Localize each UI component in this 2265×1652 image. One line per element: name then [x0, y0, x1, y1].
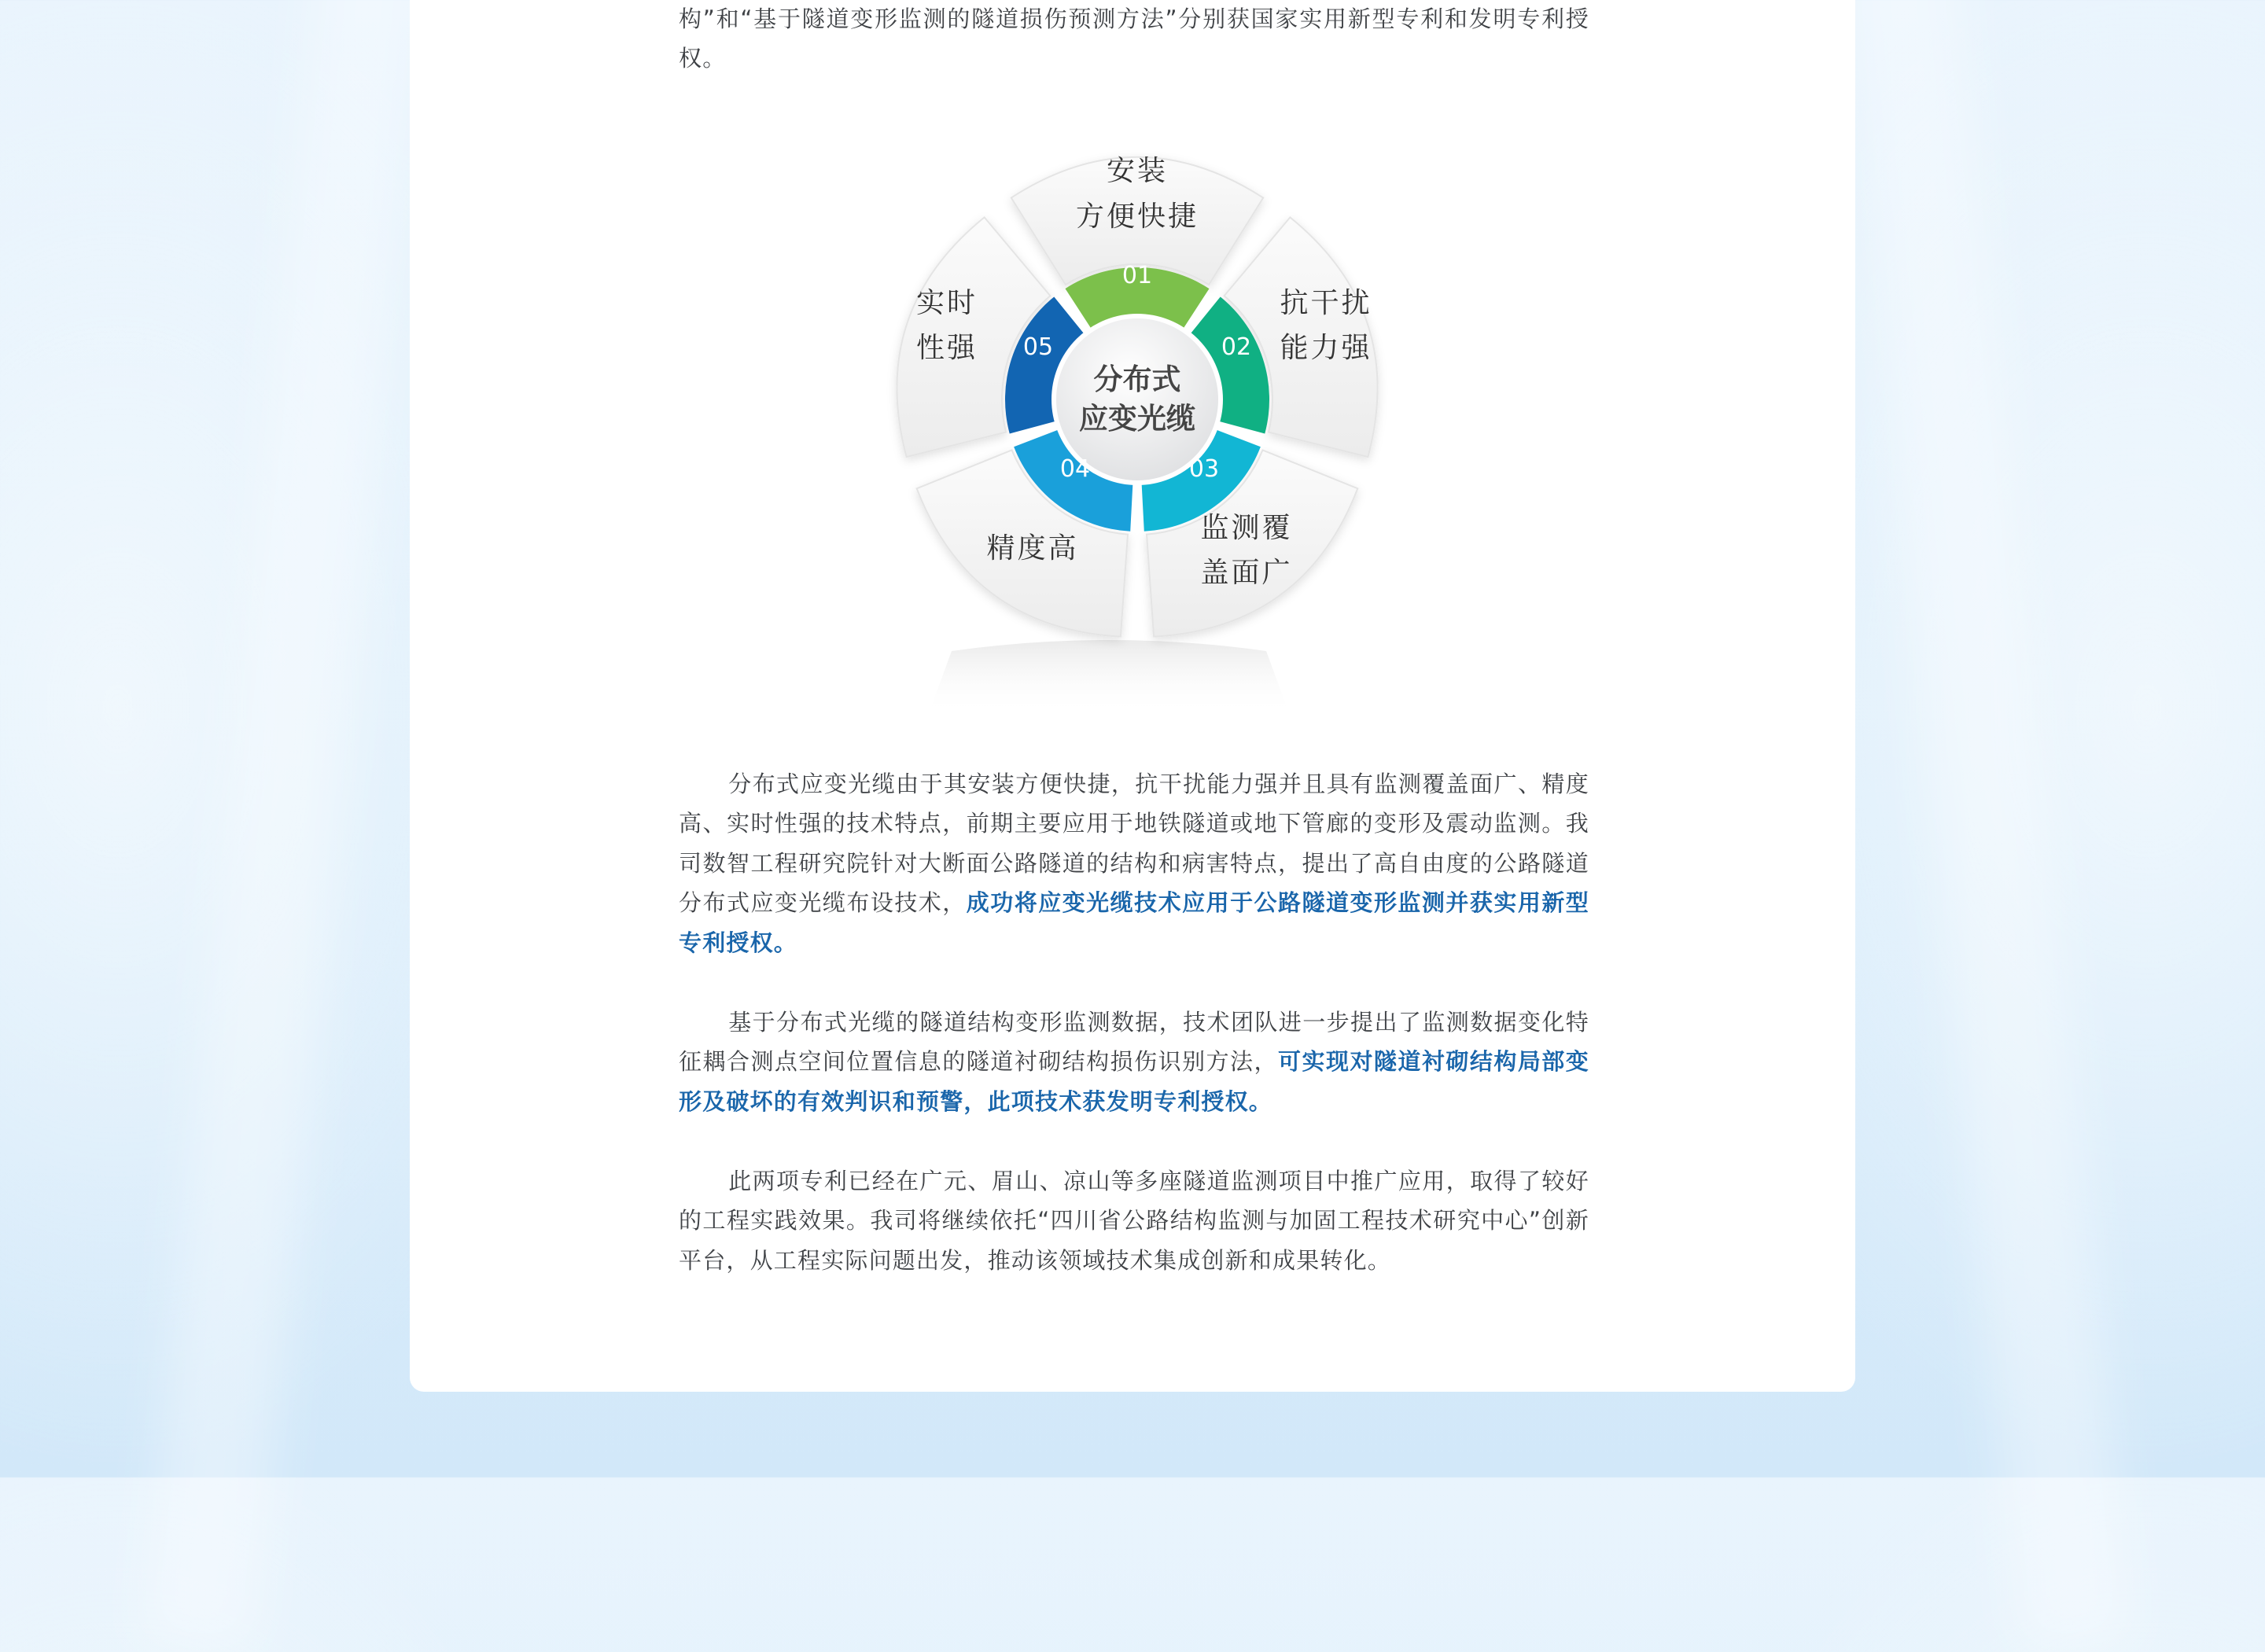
intro-paragraph-tail	[679, 0, 1589, 79]
background-light-streak	[142, 0, 440, 1652]
paragraph-2-highlight: 可实现对隧道衬砌结构局部变形及破坏的有效判识和预警，此项技术获发明专利授权。	[679, 1048, 1589, 1115]
diagram-reflection	[928, 640, 1290, 716]
segment-num-03: 03	[1188, 455, 1220, 483]
features-pentagon-diagram	[849, 94, 1416, 716]
pentagon-svg	[849, 94, 1416, 716]
label-precision: 精度高	[986, 532, 1079, 565]
center-label-line2: 应变光缆	[1079, 401, 1195, 436]
center-label-line1: 分布式	[1093, 362, 1181, 396]
label-install-line2: 方便快捷	[1075, 201, 1199, 233]
paragraph-3-text: 此两项专利已经在广元、眉山、凉山等多座隧道监测项目中推广应用，取得了较好的工程实践效果。我司将继续依托“四川省公路结构监测与加固工程技术研究中心”创新平台，从工程实际问题出发，推动该领域技术集成创新和成果转化。	[679, 1168, 1589, 1274]
label-antiinterference-line1: 抗干扰	[1280, 287, 1372, 319]
label-coverage-line1: 监测覆	[1200, 512, 1293, 544]
background-light-streak	[1832, 0, 2131, 1652]
label-install-line1: 安装	[1106, 155, 1169, 187]
segment-num-05: 05	[1022, 333, 1054, 361]
paragraph-1	[679, 764, 1589, 962]
label-antiinterference-line2: 能力强	[1280, 332, 1372, 364]
paragraph-2	[679, 1003, 1589, 1121]
paragraph-1-text: 分布式应变光缆由于其安装方便快捷，抗干扰能力强并且具有监测覆盖面广、精度高、实时性强的技术特点，前期主要应用于地铁隧道或地下管廊的变形及震动监测。我司数智工程研究院针对大断面公路隧道的结构和病害特点，提出了高自由度的公路隧道分布式应变光缆布设技术，	[679, 771, 1589, 917]
label-realtime-line1: 实时	[915, 287, 978, 319]
intro-text: 构”和“基于隧道变形监测的隧道损伤预测方法”分别获国家实用新型专利和发明专利授权。	[679, 6, 1589, 72]
paragraph-1-highlight: 成功将应变光缆技术应用于公路隧道变形监测并获实用新型专利授权。	[679, 889, 1590, 956]
segment-num-04: 04	[1059, 455, 1091, 483]
paragraph-3	[679, 1161, 1589, 1280]
segment-num-01: 01	[1121, 262, 1153, 289]
label-realtime-line2: 性强	[915, 332, 978, 364]
label-coverage-line2: 盖面广	[1200, 557, 1293, 589]
paragraph-2-text: 基于分布式光缆的隧道结构变形监测数据，技术团队进一步提出了监测数据变化特征耦合测点空间位置信息的隧道衬砌结构损伤识别方法，	[679, 1009, 1589, 1076]
segment-num-02: 02	[1221, 333, 1252, 361]
